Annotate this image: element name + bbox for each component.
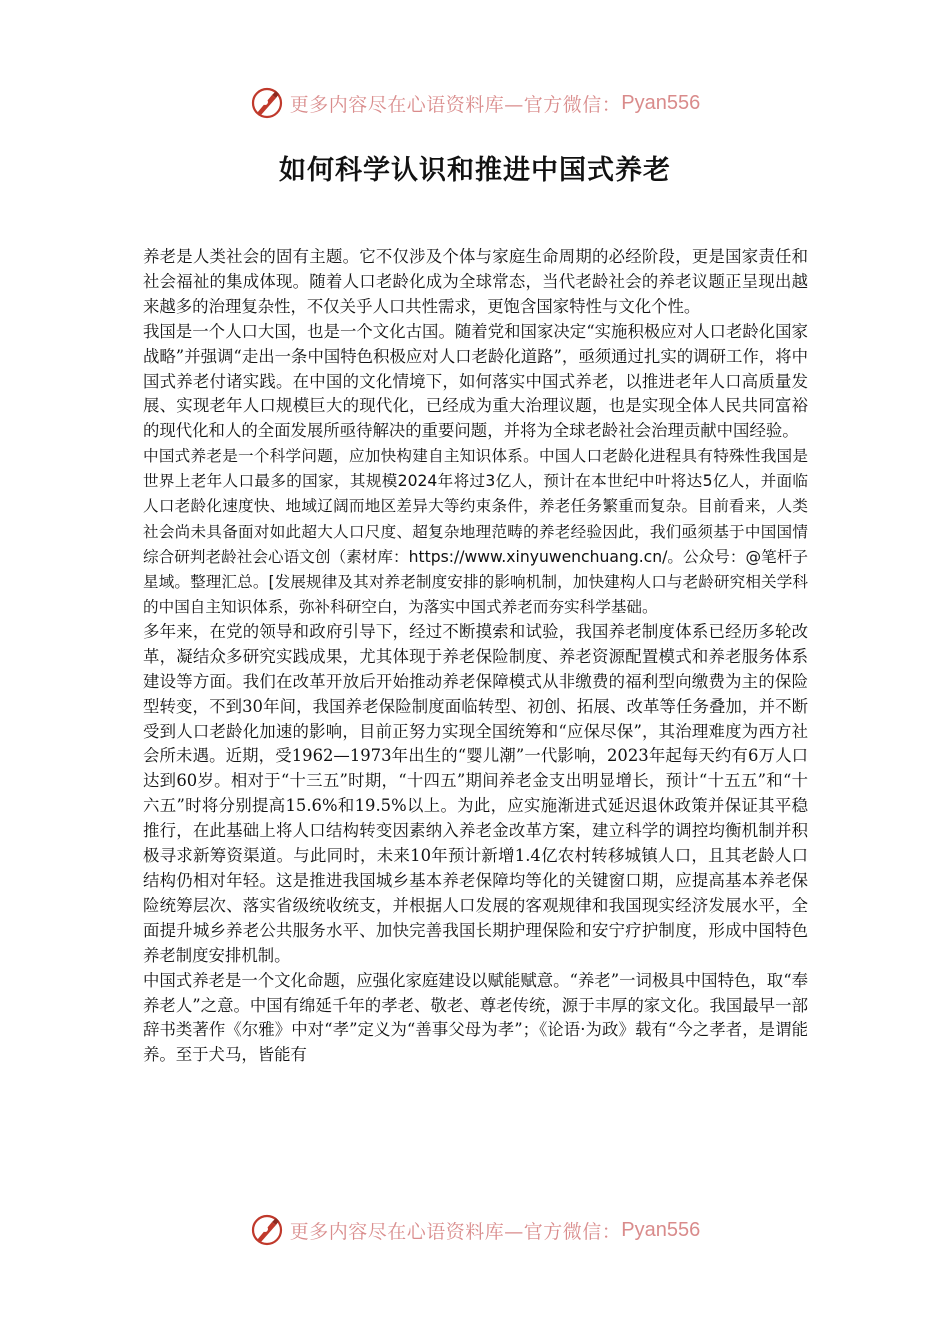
paragraph-2: 我国是一个人口大国，也是一个文化古国。随着党和国家决定“实施积极应对人口老龄化国家战略”并强调“走出一条中国特色积极应对人口老龄化道路”，亟须通过扎实的调研工作，将中国式养老付诸实践。在中国的文化情境下，如何落实中国式养老，以推进老年人口高质量发展、实现老年人口规模巨大的现代化，已经成为重大治理议题，也是实现全体人民共同富裕的现代化和人的全面发展所亟待解决的重要问题，并将为全球老龄社会治理贡献中国经验。 bbox=[143, 321, 808, 441]
paragraph-4: 多年来，在党的领导和政府引导下，经过不断摸索和试验，我国养老制度体系已经历多轮改革，凝结众多研究实践成果，尤其体现于养老保险制度、养老资源配置模式和养老服务体系建设等方面。我们在改革开放后开始推动养老保障模式从非缴费的福利型向缴费为主的保险型转变，不到30年间，我国养老保险制度面临转型、初创、拓展、改革等任务叠加，并不断受到人口老龄化加速的影响，目前正努力实现全国统筹和“应保尽保”，其治理难度为西方社会所未遇。近期，受1962—1973年出生的“婴儿潮”一代影响，2023年起每天约有6万人口达到60岁。相对于“十三五”时期，“十四五”期间养老金支出明显增长，预计“十五五”和“十六五”时将分别提高15.6%和19.5%以上。为此，应实施渐进式延迟退休政策并保证其平稳推行，在此基础上将人口结构转变因素纳入养老金改革方案，建立科学的调控均衡机制并积极寻求新筹资渠道。与此同时，未来10年预计新增1.4亿农村转移城镇人口，且其老龄人口结构仍相对年轻。这是推进我国城乡基本养老保障均等化的关键窗口期，应提高基本养老保险统筹层次、落实省级统收统支，并根据人口发展的客观规律和我国现实经济发展水平，全面提升城乡养老公共服务水平、加快完善我国长期护理保险和安宁疗护制度，形成中国特色养老制度安排机制。 bbox=[143, 621, 808, 965]
paragraph-3: 中国式养老是一个科学问题，应加快构建自主知识体系。中国人口老龄化进程具有特殊性我国是世界上老年人口最多的国家，其规模2024年将过3亿人，预计在本世纪中叶将达5亿人，并面临人口老龄化速度快、地域辽阔而地区差异大等约束条件，养老任务繁重而复杂。目前看来，人类社会尚未具备面对如此超大人口尺度、超复杂地理范畴的养老经验因此，我们亟须基于中国国情综合研判老龄社会心语文创（素材库：https://www.xinyuwenchuang.cn/。公众号：@笔杆子星域。整理汇总。[发展规律及其对养老制度安排的影响机制，加快建构人口与老龄研究相关学科的中国自主知识体系，弥补科研空白，为落实中国式养老而夯实科学基础。 bbox=[143, 447, 808, 616]
paragraph-1: 养老是人类社会的固有主题。它不仅涉及个体与家庭生命周期的必经阶段，更是国家责任和社会福祉的集成体现。随着人口老龄化成为全球常态，当代老龄社会的养老议题正呈现出越来越多的治理复杂性，不仅关乎人口共性需求，更饱含国家特性与文化个性。 bbox=[143, 247, 808, 316]
page-title: 如何科学认识和推进中国式养老 bbox=[279, 155, 671, 186]
banner-text: 更多内容尽在心语资料库—官方微信： bbox=[289, 93, 622, 116]
footer-banner bbox=[0, 1210, 950, 1250]
article-body bbox=[143, 245, 808, 1068]
banner-wechat-id: Pyan556 bbox=[621, 1218, 701, 1241]
paragraph-5: 中国式养老是一个文化命题，应强化家庭建设以赋能赋意。“养老”一词极具中国特色，取“奉养老人”之意。中国有绵延千年的孝老、敬老、尊老传统，源于丰厚的家文化。我国最早一部辞书类著作《尔雅》中对“孝”定义为“善事父母为孝”；《论语·为政》载有“今之孝者，是谓能养。至于犬马，皆能有 bbox=[143, 970, 808, 1065]
pen-logo-icon bbox=[250, 1213, 284, 1247]
pen-logo-icon bbox=[250, 86, 284, 120]
banner-text: 更多内容尽在心语资料库—官方微信： bbox=[289, 1220, 622, 1243]
banner-wechat-id: Pyan556 bbox=[621, 91, 701, 114]
header-banner bbox=[0, 83, 950, 123]
